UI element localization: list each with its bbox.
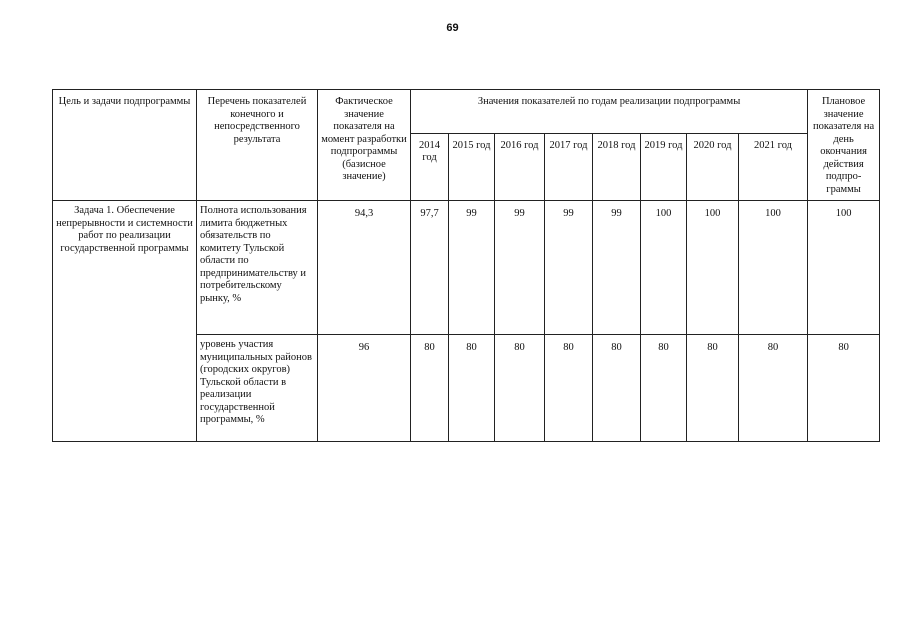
actual-value: 94,3 <box>318 201 411 335</box>
year-value: 80 <box>641 335 687 442</box>
year-value: 100 <box>687 201 739 335</box>
header-year: 2015 год <box>449 133 495 200</box>
task-cell: Задача 1. Обеспечение непрерывности и системности работ по реализации государственной программы <box>53 201 197 442</box>
header-goal: Цель и задачи подпрограммы <box>53 90 197 201</box>
header-planned: Плановое значение показателя на день окончания действия подпро-граммы <box>808 90 880 201</box>
header-year: 2017 год <box>545 133 593 200</box>
year-value: 80 <box>593 335 641 442</box>
header-year: 2019 год <box>641 133 687 200</box>
indicator-cell: Полнота использования лимита бюджетных обязательств по комитету Тульской области по предпринимательству и потребительскому рынку, % <box>197 201 318 335</box>
year-value: 80 <box>687 335 739 442</box>
year-value: 99 <box>495 201 545 335</box>
page-number: 69 <box>446 22 459 34</box>
header-year: 2020 год <box>687 133 739 200</box>
header-year: 2018 год <box>593 133 641 200</box>
year-value: 100 <box>739 201 808 335</box>
indicator-cell: уровень участия муниципальных районов (городских округов) Тульской области в реализации государственной программы, % <box>197 335 318 442</box>
planned-value: 80 <box>808 335 880 442</box>
actual-value: 96 <box>318 335 411 442</box>
year-value: 99 <box>593 201 641 335</box>
year-value: 80 <box>739 335 808 442</box>
header-row-1 <box>53 90 880 134</box>
year-value: 99 <box>545 201 593 335</box>
year-value: 100 <box>641 201 687 335</box>
header-year: 2016 год <box>495 133 545 200</box>
year-value: 80 <box>545 335 593 442</box>
header-year: 2021 год <box>739 133 808 200</box>
year-value: 99 <box>449 201 495 335</box>
planned-value: 100 <box>808 201 880 335</box>
header-year: 2014 год <box>411 133 449 200</box>
indicators-table <box>52 89 880 442</box>
year-value: 80 <box>411 335 449 442</box>
year-value: 97,7 <box>411 201 449 335</box>
table-row <box>53 201 880 335</box>
year-value: 80 <box>449 335 495 442</box>
year-value: 80 <box>495 335 545 442</box>
header-years-group: Значения показателей по годам реализации подпрограммы <box>411 90 808 134</box>
header-actual: Фактическое значение показателя на момент разработки подпрограммы (базисное значение) <box>318 90 411 201</box>
header-indicators: Перечень показателей конечного и непосредственного результата <box>197 90 318 201</box>
